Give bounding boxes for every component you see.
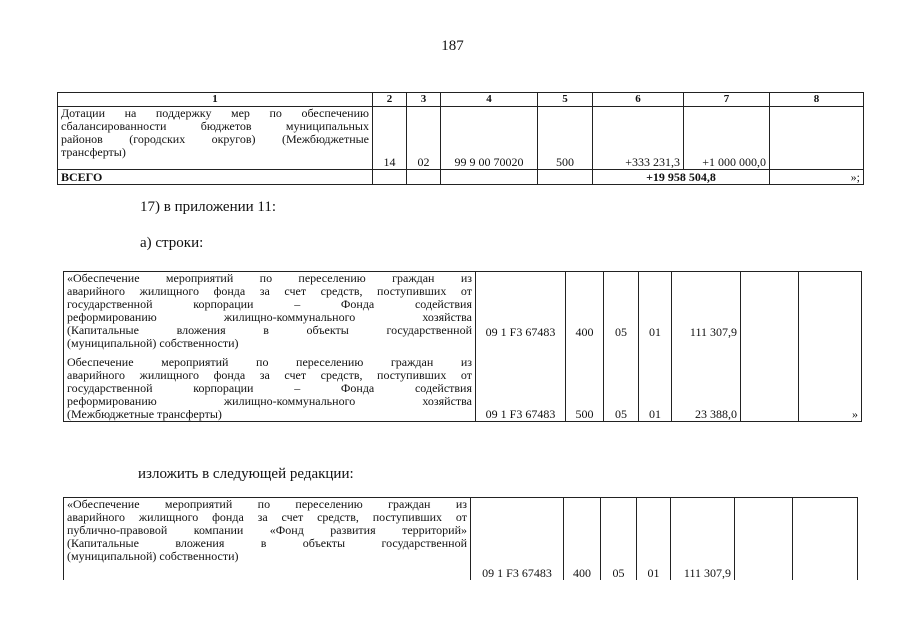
csr-value: 09 1 F3 67483 <box>485 407 556 421</box>
empty-cell <box>741 272 799 422</box>
budget-table-header <box>57 92 864 185</box>
row-description <box>64 272 476 422</box>
table-row <box>58 107 864 170</box>
description-line: реформированию жилищно-коммунального хозяйства <box>67 310 472 324</box>
row-description <box>58 107 373 170</box>
description-line: реформированию жилищно-коммунального хозяйства <box>67 394 472 408</box>
csr-cell <box>476 272 566 422</box>
amendment-item: 17) в приложении 11: <box>140 199 277 215</box>
description-line: государственной корпорации – Фонда содействия <box>67 297 472 311</box>
description-line: (Капитальные вложения в объекты государственной <box>67 323 472 337</box>
prz-cell: 02 <box>407 107 441 170</box>
rz-cell: 05 <box>601 498 637 581</box>
vr-cell: 400 <box>564 498 601 581</box>
amount-value: 23 388,0 <box>695 407 737 421</box>
prz-value: 01 <box>649 325 661 339</box>
csr-cell: 99 9 00 70020 <box>441 107 538 170</box>
csr-cell: 09 1 F3 67483 <box>471 498 564 581</box>
amendment-subitem: а) строки: <box>140 235 204 251</box>
empty-cell <box>407 170 441 185</box>
prz-cell: 01 <box>637 498 671 581</box>
empty-cell <box>735 498 793 581</box>
column-header: 5 <box>538 93 593 107</box>
description-line: районов (городских округов) (Межбюджетные <box>61 132 369 146</box>
vr-cell: 500 <box>538 107 593 170</box>
vr-value: 500 <box>575 407 594 421</box>
amount-cell: +1 000 000,0 <box>684 107 770 170</box>
vr-cell <box>566 272 604 422</box>
rows-table-old <box>63 271 862 422</box>
rows-table-new <box>63 497 858 580</box>
description-line: «Обеспечение мероприятий по переселению граждан из <box>67 497 467 511</box>
row-description <box>64 498 471 581</box>
description-line: Обеспечение мероприятий по переселению граждан из <box>67 355 472 369</box>
close-quote: »; <box>770 170 864 185</box>
csr-value: 09 1 F3 67483 <box>485 325 556 339</box>
empty-cell <box>373 170 407 185</box>
description-line: Дотации на поддержку мер по обеспечению <box>61 106 369 120</box>
description-line: (Межбюджетные трансферты) <box>67 407 222 421</box>
description-line: аварийного жилищного фонда за счет средств, поступивших от <box>67 284 472 298</box>
prz-value: 01 <box>649 407 661 421</box>
column-header: 3 <box>407 93 441 107</box>
amendment-instruction: изложить в следующей редакции: <box>138 466 354 482</box>
table-row <box>64 272 862 422</box>
table-row <box>64 498 858 581</box>
description-line: (муниципальной) собственности) <box>67 549 239 563</box>
prz-cell <box>639 272 672 422</box>
column-header: 7 <box>684 93 770 107</box>
rz-cell: 14 <box>373 107 407 170</box>
rz-value: 05 <box>615 325 627 339</box>
amount-cell: +333 231,3 <box>593 107 684 170</box>
amount-cell <box>770 107 864 170</box>
empty-cell <box>793 498 858 581</box>
empty-cell <box>538 170 593 185</box>
empty-cell <box>441 170 538 185</box>
description-line: государственной корпорации – Фонда содействия <box>67 381 472 395</box>
description-line: «Обеспечение мероприятий по переселению граждан из <box>67 271 472 285</box>
column-header: 8 <box>770 93 864 107</box>
description-line: (Капитальные вложения в объекты государственной <box>67 536 467 550</box>
rz-value: 05 <box>615 407 627 421</box>
description-line: (муниципальной) собственности) <box>67 336 239 350</box>
description-line: трансферты) <box>61 145 126 159</box>
description-line: аварийного жилищного фонда за счет средств, поступивших от <box>67 510 467 524</box>
column-header: 1 <box>58 93 373 107</box>
total-label: ВСЕГО <box>58 170 373 185</box>
description-line: публично-правовой компании «Фонд развития территорий» <box>67 523 467 537</box>
column-header: 4 <box>441 93 538 107</box>
rz-cell <box>604 272 639 422</box>
description-line: сбалансированности бюджетов муниципальных <box>61 119 369 133</box>
column-header: 2 <box>373 93 407 107</box>
total-value: +19 958 504,8 <box>593 170 770 185</box>
description-line: аварийного жилищного фонда за счет средств, поступивших от <box>67 368 472 382</box>
page-number: 187 <box>441 38 464 54</box>
column-header: 6 <box>593 93 684 107</box>
close-quote: » <box>799 272 862 422</box>
total-row <box>58 170 864 185</box>
amount-cell: 111 307,9 <box>671 498 735 581</box>
amount-cell <box>672 272 741 422</box>
amount-value: 111 307,9 <box>689 325 737 339</box>
header-row <box>58 93 864 107</box>
vr-value: 400 <box>575 325 594 339</box>
